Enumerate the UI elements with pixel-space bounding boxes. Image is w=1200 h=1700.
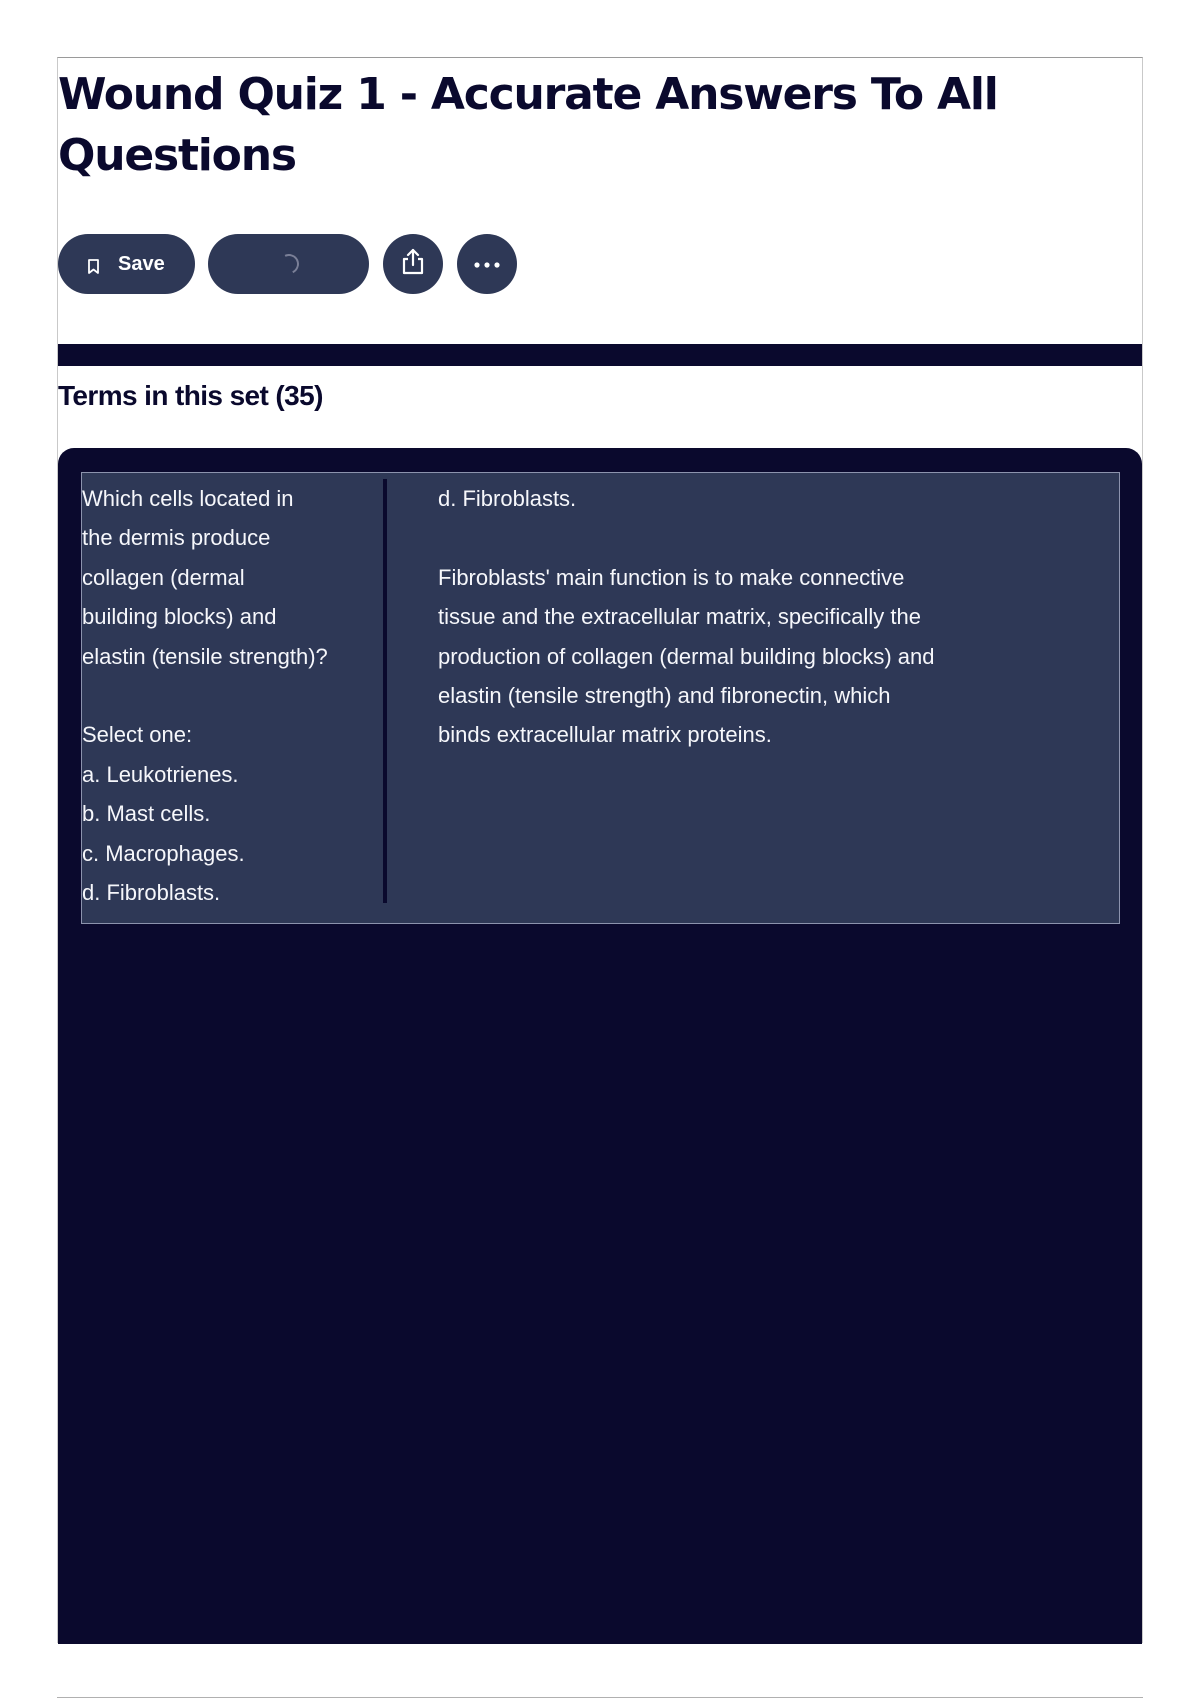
loading-button[interactable] [208, 234, 369, 294]
definition-text-line: tissue and the extracellular matrix, specifically the [438, 604, 921, 630]
term-text-line: d. Fibroblasts. [82, 880, 221, 906]
term-text-line: building blocks) and [82, 604, 277, 630]
section-divider [58, 344, 1142, 366]
definition-text-line: production of collagen (dermal building blocks) and [438, 643, 935, 669]
bookmark-icon [88, 257, 99, 272]
definition-text-line: binds extracellular matrix proteins. [438, 722, 772, 748]
definition-text-line: elastin (tensile strength) and fibronectin, which [438, 683, 891, 709]
definition-text-line: Fibroblasts' main function is to make connective [438, 564, 905, 590]
term-text-line [82, 676, 383, 715]
study-set-page [57, 57, 1143, 1643]
definition-text-line [438, 518, 1058, 557]
terms-panel [58, 448, 1142, 1644]
page-title: Wound Quiz 1 - Accurate Answers To All Questions [58, 69, 998, 181]
definition-side [438, 479, 1058, 755]
definition-text-line: d. Fibroblasts. [438, 486, 577, 511]
footer-divider [57, 1697, 1143, 1698]
term-text-line: Select one: [82, 722, 193, 748]
toolbar [58, 234, 517, 294]
terms-heading: Terms in this set (35) [58, 380, 323, 411]
term-text-line: c. Macrophages. [82, 840, 245, 866]
more-horizontal-icon [474, 255, 500, 273]
save-button[interactable] [58, 234, 195, 294]
term-text-line: Which cells located in [82, 486, 294, 511]
save-label: Save [118, 252, 165, 275]
term-card[interactable] [81, 472, 1120, 924]
term-text-line: collagen (dermal [82, 564, 245, 590]
more-options-button[interactable] [457, 234, 517, 294]
share-button[interactable] [383, 234, 443, 294]
term-text-line: b. Mast cells. [82, 801, 211, 827]
spinner-icon [276, 251, 302, 277]
term-side [82, 479, 387, 906]
term-text-line: a. Leukotrienes. [82, 761, 239, 787]
term-text-line: the dermis produce [82, 525, 271, 551]
share-icon [400, 248, 426, 281]
term-text-line: elastin (tensile strength)? [82, 643, 328, 669]
